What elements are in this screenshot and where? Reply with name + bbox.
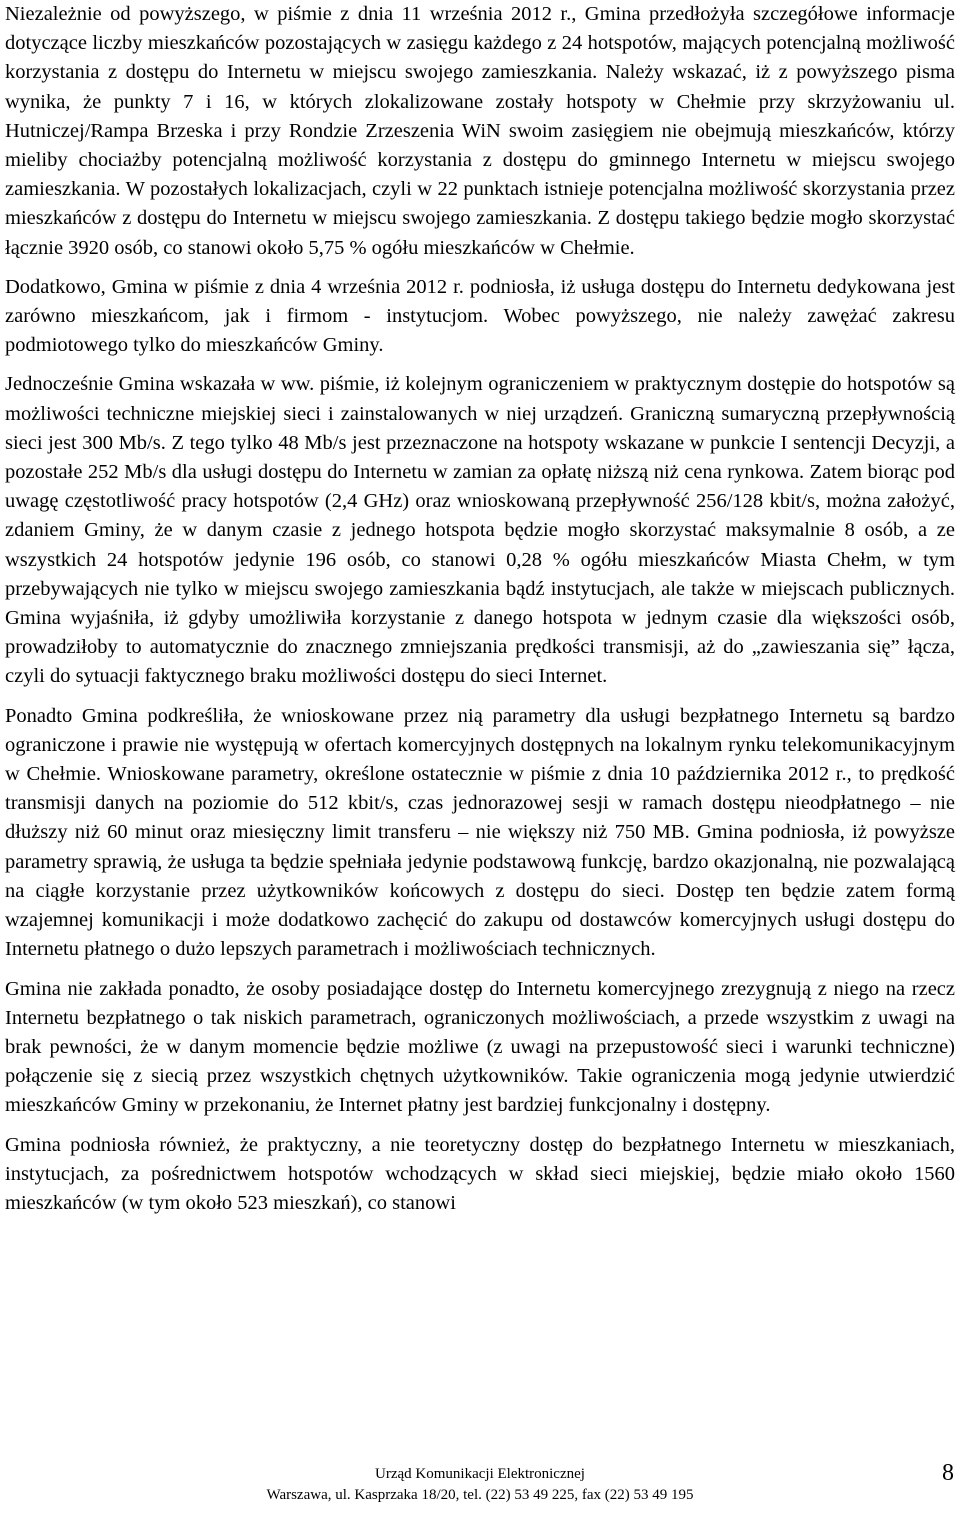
page-footer: [0, 1464, 960, 1506]
document-body: [5, 0, 955, 1218]
paragraph-practical-access: Gmina podniosła również, że praktyczny, a nie teoretyczny dostęp do bezpłatnego Internetu w mieszkaniach, instytucjach, za pośrednictwem hotspotów wchodzących w skład sieci miejskiej, będzie miało około 1560 mieszkańców (w tym około 523 mieszkań), co stanowi: [5, 1133, 955, 1214]
page-number: 8: [942, 1460, 954, 1486]
paragraph-hotspot-residents: Niezależnie od powyższego, w piśmie z dnia 11 września 2012 r., Gmina przedłożyła szczegółowe informacje dotyczące liczby mieszkańców pozostających w zasięgu każdego z 24 hotspotów, mających potencjalną możliwość korzystania z dostępu do Internetu w miejscu swojego zamieszkania. Należy wskazać, iż z powyższego pisma wynika, że punkty 7 i 16, w których zlokalizowane zostały hotspoty w Chełmie przy skrzyżowaniu ul. Hutniczej/Rampa Brzeska i przy Rondzie Zrzeszenia WiN swoim zasięgiem nie obejmują mieszkańców, którzy mieliby chociażby potencjalną możliwość korzystania z dostępu do gminnego Internetu w miejscu swojego zamieszkania. W pozostałych lokalizacjach, czyli w 22 punktach istnieje potencjalna możliwość skorzystania przez mieszkańców z dostępu do Internetu w miejscu swojego zamieszkania. Z dostępu takiego będzie mogło skorzystać łącznie 3920 osób, co stanowi około 5,75 % ogółu mieszkańców w Chełmie.: [5, 3, 955, 259]
paragraph-commercial-internet: Gmina nie zakłada ponadto, że osoby posiadające dostęp do Internetu komercyjnego zrezygnują z niego na rzecz Internetu bezpłatnego o tak niskich parametrach, ograniczonych możliwościach, a przede wszystkim z uwagi na brak pewności, że w danym momencie będzie możliwe (z uwagi na przepustowość sieci i warunki techniczne) połączenie się z siecią przez wszystkich chętnych użytkowników. Takie ograniczenia mogą jedynie utwierdzić mieszkańców Gminy w przekonaniu, że Internet płatny jest bardziej funkcjonalny i dostępny.: [5, 977, 955, 1117]
paragraph-service-parameters: Ponadto Gmina podkreśliła, że wnioskowane przez nią parametry dla usługi bezpłatnego Internetu są bardzo ograniczone i prawie nie występują w ofertach komercyjnych dostępnych na lokalnym rynku telekomunikacyjnym w Chełmie. Wnioskowane parametry, określone ostatecznie w piśmie z dnia 10 października 2012 r., to prędkość transmisji danych na poziomie do 512 kbit/s, czas jednorazowej sesji w ramach dostępu nieodpłatnego – nie dłuższy niż 60 minut oraz miesięczny limit transferu – nie większy niż 750 MB. Gmina podniosła, iż powyższe parametry sprawią, że usługa ta będzie spełniała jedynie podstawową funkcję, bardzo okazjonalną, nie pozwalającą na ciągłe korzystanie przez użytkowników końcowych z dostępu do sieci. Dostęp ten będzie zatem formą wzajemnej komunikacji i może dodatkowo zachęcić do zakupu od dostawców komercyjnych usługi dostępu do Internetu płatnego o dużo lepszych parametrach i możliwościach technicznych.: [5, 704, 955, 961]
footer-address: Warszawa, ul. Kasprzaka 18/20, tel. (22) 53 49 225, fax (22) 53 49 195: [266, 1487, 694, 1503]
paragraph-technical-limits: Jednocześnie Gmina wskazała w ww. piśmie, iż kolejnym ograniczeniem w praktycznym dostępie do hotspotów są możliwości techniczne miejskiej sieci i zainstalowanych w niej urządzeń. Graniczną sumaryczną przepływnością sieci jest 300 Mb/s. Z tego tylko 48 Mb/s jest przeznaczone na hotspoty wskazane w punkcie I sentencji Decyzji, a pozostałe 252 Mb/s dla usługi dostępu do Internetu w zamian za opłatę niższą niż cena rynkowa. Zatem biorąc pod uwagę częstotliwość pracy hotspotów (2,4 GHz) oraz wnioskowaną przepływność 256/128 kbit/s, można założyć, zdaniem Gminy, że w danym czasie z jednego hotspota będzie mogło skorzystać maksymalnie 8 osób, a ze wszystkich 24 hotspotów jedynie 196 osób, co stanowi 0,28 % ogółu mieszkańców Miasta Chełm, w tym przebywających nie tylko w miejscu swojego zamieszkania bądź instytucjach, ale także w miejscach publicznych. Gmina wyjaśniła, iż gdyby umożliwiła korzystanie z danego hotspota w jednym czasie dla większości osób, prowadziłoby to automatycznie do znacznego zmniejszania prędkości transmisji, aż do „zawieszania się” łącza, czyli do sytuacji faktycznego braku możliwości dostępu do sieci Internet.: [5, 373, 955, 688]
paragraph-service-recipients: Dodatkowo, Gmina w piśmie z dnia 4 września 2012 r. podniosła, iż usługa dostępu do Internetu dedykowana jest zarówno mieszkańcom, jak i firmom - instytucjom. Wobec powyższego, nie należy zawężać zakresu podmiotowego tylko do mieszkańców Gminy.: [5, 275, 955, 357]
footer-office-name: Urząd Komunikacji Elektronicznej: [375, 1466, 585, 1482]
